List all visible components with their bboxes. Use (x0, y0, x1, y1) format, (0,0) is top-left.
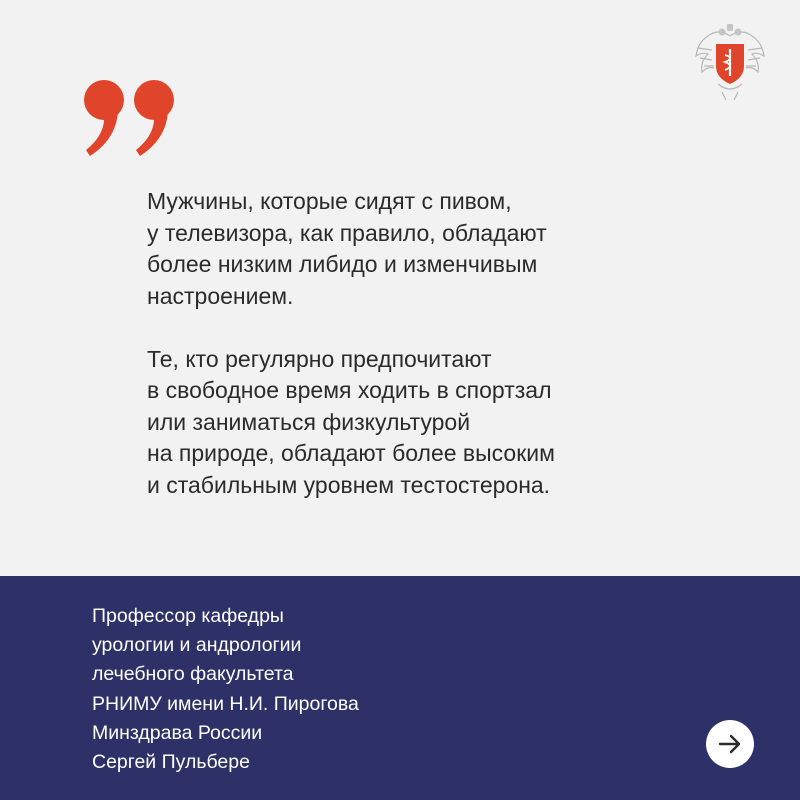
quote-body (147, 186, 747, 501)
next-slide-button[interactable] (706, 720, 754, 768)
attribution-footer (0, 576, 800, 800)
quote-paragraph: Те, кто регулярно предпочитают в свободное время ходить в спортзал или заниматься физкультурой на природе, обладают более высоким и стабильным уровнем тестостерона. (147, 345, 555, 498)
arrow-right-icon (718, 734, 742, 754)
author-attribution: Профессор кафедры урологии и андрологии лечебного факультета РНИМУ имени Н.И. Пирогова Минздрава России Сергей Пульбере (92, 605, 359, 774)
quote-paragraph: Мужчины, которые сидят с пивом, у телевизора, как правило, обладают более низким либидо и изменчивым настроением. (147, 188, 547, 309)
coat-of-arms-icon (692, 22, 768, 102)
quote-mark-icon (82, 78, 182, 158)
